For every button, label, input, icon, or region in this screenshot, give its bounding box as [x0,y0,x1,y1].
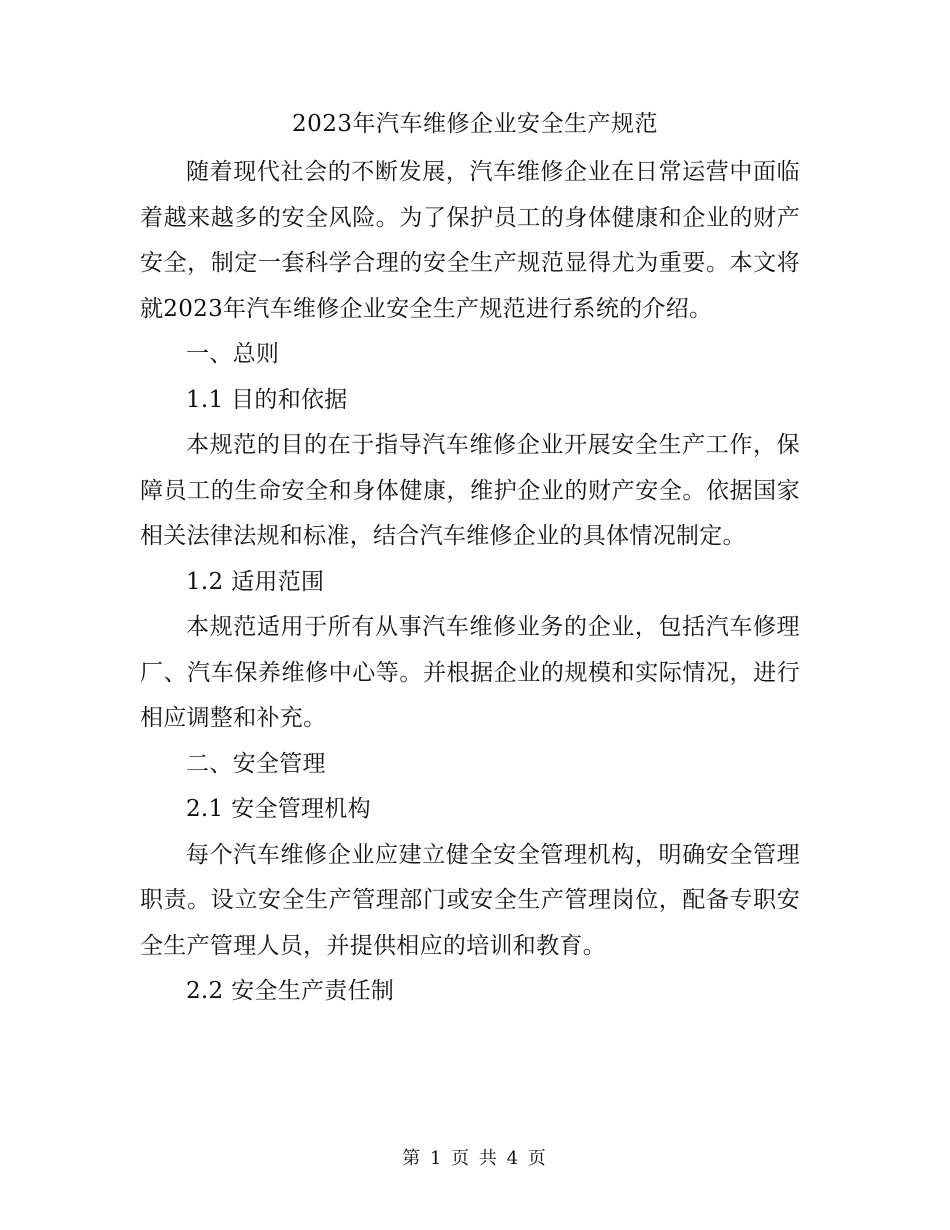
subsection-heading-scope: 1.2 适用范围 [186,568,325,595]
subsection-heading-responsibility: 2.2 安全生产责任制 [186,978,395,1004]
section-heading-general: 一、总则 [186,341,280,367]
purpose-paragraph: 本规范的目的在于指导汽车维修企业开展安全生产工作，保障员工的生命安全和身体健康，维护企业的财产安全。依据国家相关法律法规和标准，结合汽车维修企业的具体情况制定。 [140,432,800,549]
section-heading-safety-management: 二、安全管理 [186,750,326,777]
document-title: 2023年汽车维修企业安全生产规范 [291,111,659,137]
organization-paragraph: 每个汽车维修企业应建立健全安全管理机构，明确安全管理职责。设立安全生产管理部门或安全生产管理岗位，配备专职安全生产管理人员，并提供相应的培训和教育。 [140,841,800,959]
scope-paragraph: 本规范适用于所有从事汽车维修业务的企业，包括汽车修理厂、汽车保养维修中心等。并根据企业的规模和实际情况，进行相应调整和补充。 [140,614,800,731]
subsection-heading-purpose: 1.1 目的和依据 [186,386,348,413]
subsection-heading-organization: 2.1 安全管理机构 [186,796,371,822]
document-body [140,150,800,1015]
page-number-footer: 第 1 页 共 4 页 [402,1148,548,1169]
intro-paragraph: 随着现代社会的不断发展，汽车维修企业在日常运营中面临着越来越多的安全风险。为了保护员工的身体健康和企业的财产安全，制定一套科学合理的安全生产规范显得尤为重要。本文将就2023年汽车维修企业安全生产规范进行系统的介绍。 [140,159,800,322]
